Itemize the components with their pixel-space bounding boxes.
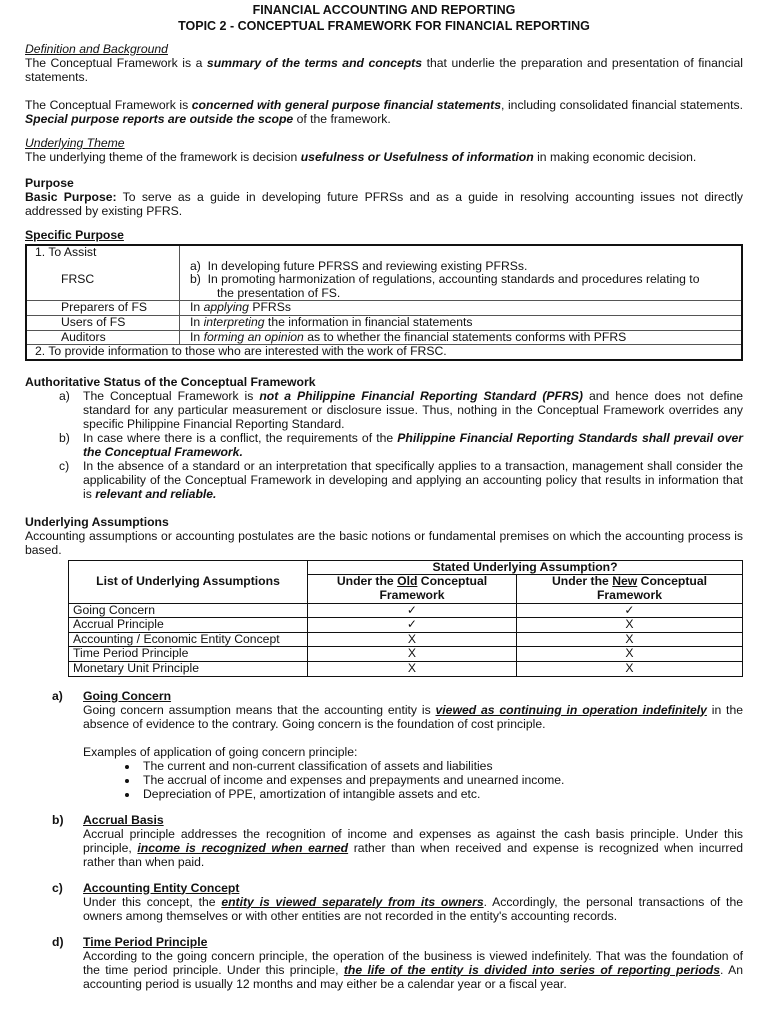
- cell-auditors: Auditors: [26, 330, 180, 345]
- authoritative-heading: Authoritative Status of the Conceptual Framework: [25, 374, 316, 389]
- table-row: Accrual Principle ✓ X: [69, 618, 743, 633]
- table-row: Time Period Principle X X: [69, 647, 743, 662]
- authoritative-list: [25, 389, 743, 501]
- list-item: c) In the absence of a standard or an interpretation that specifically applies to a transaction, management shall consider the applicability of the Conceptual Framework in developing and applying an accounting policy that results in information that is relevant and reliable.: [59, 458, 743, 501]
- specific-purpose-section: [25, 228, 743, 361]
- basic-purpose: Basic Purpose: To serve as a guide in developing future PFRSs and as a guide in resolving accounting issues not directly addressed by existing PFRS.: [25, 190, 743, 218]
- list-item: • The current and non-current classification of assets and liabilities: [139, 759, 743, 773]
- table-row: Accounting / Economic Entity Concept X X: [69, 632, 743, 647]
- time-period-heading: Time Period Principle: [83, 934, 208, 949]
- going-concern-heading: Going Concern: [83, 688, 172, 703]
- entity-paragraph: Under this concept, the entity is viewed separately from its owners. Accordingly, the personal transactions of the owners among themselves or with other entities are not recorded in the entity's accounting records.: [83, 894, 744, 923]
- examples-list: [83, 759, 743, 801]
- theme-heading: Underlying Theme: [25, 136, 125, 150]
- cell-preparers-role: In applying PFRSs: [180, 301, 743, 316]
- theme-section: [25, 136, 743, 164]
- cell-users-role: In interpreting the information in financial statements: [180, 315, 743, 330]
- time-period-section: d) Time Period Principle According to the going concern principle, the operation of the business is viewed indefinitely. That was the foundation of the time period principle. Under this principle, the life of the entity is divided into series of reporting periods. An accounting period is usually 12 months and may either be a calendar year or a fiscal year.: [52, 934, 743, 991]
- purpose-section: [25, 176, 743, 218]
- row-to-assist: 1. To Assist: [26, 245, 180, 260]
- definition-paragraph-1: The Conceptual Framework is a summary of the terms and concepts that underlie the preparation and presentation of financial statements.: [25, 56, 743, 84]
- examples-intro: Examples of application of going concern principle:: [83, 744, 358, 759]
- theme-paragraph: The underlying theme of the framework is decision usefulness or Usefulness of information in making economic decision.: [25, 150, 697, 164]
- authoritative-section: [25, 375, 743, 501]
- definition-paragraph-2: The Conceptual Framework is concerned with general purpose financial statements, including consolidated financial statements. Special purpose reports are outside the scope of the framework.: [25, 98, 744, 126]
- entity-section: c) Accounting Entity Concept Under this concept, the entity is viewed separately from its owners. Accordingly, the personal transactions of the owners among themselves or with other entities are not recorded in the entity's accounting records.: [52, 880, 744, 923]
- cell-frsc: FRSC: [26, 260, 180, 301]
- row-provide-information: 2. To provide information to those who are interested with the work of FRSC.: [26, 345, 742, 360]
- table-row: Going Concern ✓ ✓: [69, 603, 743, 618]
- cell-frsc-roles: a) In developing future PFRSS and reviewing existing PFRSs. b) In promoting harmonization of regulations, accounting standards and procedures relating to the presentation of FS.: [190, 258, 700, 300]
- list-item: • Depreciation of PPE, amortization of intangible assets and etc.: [139, 787, 743, 801]
- assumptions-table: [68, 560, 743, 677]
- entity-heading: Accounting Entity Concept: [83, 880, 240, 895]
- list-item: a) The Conceptual Framework is not a Philippine Financial Reporting Standard (PFRS) and hence does not define standard for any particular measurement or disclosure issue. Thus, nothing in the Conceptual Framework overrides any specific Philippine Financial Reporting Standard.: [59, 388, 743, 431]
- assumptions-section: [25, 515, 743, 677]
- definition-heading: Definition and Background: [25, 42, 168, 56]
- col-stated-header: Stated Underlying Assumption?: [308, 560, 743, 575]
- going-concern-section: a) Going Concern Going concern assumption means that the accounting entity is viewed as continuing in operation indefinitely in the absence of evidence to the contrary. Going concern is the foundation of cost principle. Examples of application of going concern principle: • The current and non-current classification of assets and liabilities • The accrual of income and expenses and prepayments and unearned income. • Depreciation of PPE, amortization of intangible assets and etc.: [25, 689, 743, 801]
- list-item: b) In case where there is a conflict, the requirements of the Philippine Financial Reporting Standards shall prevail over the Conceptual Framework.: [59, 430, 744, 459]
- table-row: Monetary Unit Principle X X: [69, 661, 743, 676]
- accrual-paragraph: Accrual principle addresses the recognition of income and expenses as against the cash basis principle. Under this principle, income is recognized when earned rather than when received and expense is recognized when incurred rather than when paid.: [83, 826, 743, 869]
- assumptions-intro: Accounting assumptions or accounting postulates are the basic notions or fundamental premises on which the accounting process is based.: [25, 528, 743, 557]
- purpose-heading: Purpose: [25, 176, 74, 190]
- document-subtitle: TOPIC 2 - CONCEPTUAL FRAMEWORK FOR FINANCIAL REPORTING: [178, 19, 590, 33]
- document-title: FINANCIAL ACCOUNTING AND REPORTING: [252, 3, 516, 17]
- going-concern-paragraph: Going concern assumption means that the accounting entity is viewed as continuing in operation indefinitely in the absence of evidence to the contrary. Going concern is the foundation of cost principle.: [83, 702, 744, 731]
- definition-section: [25, 42, 743, 126]
- col-list-header: List of Underlying Assumptions: [69, 560, 308, 603]
- specific-purpose-heading: Specific Purpose: [25, 228, 124, 242]
- col-new-header: Under the New Conceptual Framework: [517, 575, 743, 603]
- col-old-header: Under the Old Conceptual Framework: [308, 575, 517, 603]
- assumptions-heading: Underlying Assumptions: [25, 514, 169, 529]
- cell-auditors-role: In forming an opinion as to whether the financial statements conforms with PFRS: [180, 330, 743, 345]
- specific-purpose-table: [25, 244, 743, 361]
- accrual-section: b) Accrual Basis Accrual principle addresses the recognition of income and expenses as against the cash basis principle. Under this principle, income is recognized when earned rather than when received and expense is recognized when incurred rather than when paid.: [52, 812, 743, 869]
- accrual-heading: Accrual Basis: [83, 812, 164, 827]
- cell-users: Users of FS: [26, 315, 180, 330]
- list-item: • The accrual of income and expenses and prepayments and unearned income.: [139, 773, 743, 787]
- time-period-paragraph: According to the going concern principle, the operation of the business is viewed indefinitely. That was the foundation of the time period principle. Under this principle, the life of the entity is divided into series of reporting periods. An accounting period is usually 12 months and may either be a calendar year or a fiscal year.: [83, 948, 743, 991]
- cell-preparers: Preparers of FS: [26, 301, 180, 316]
